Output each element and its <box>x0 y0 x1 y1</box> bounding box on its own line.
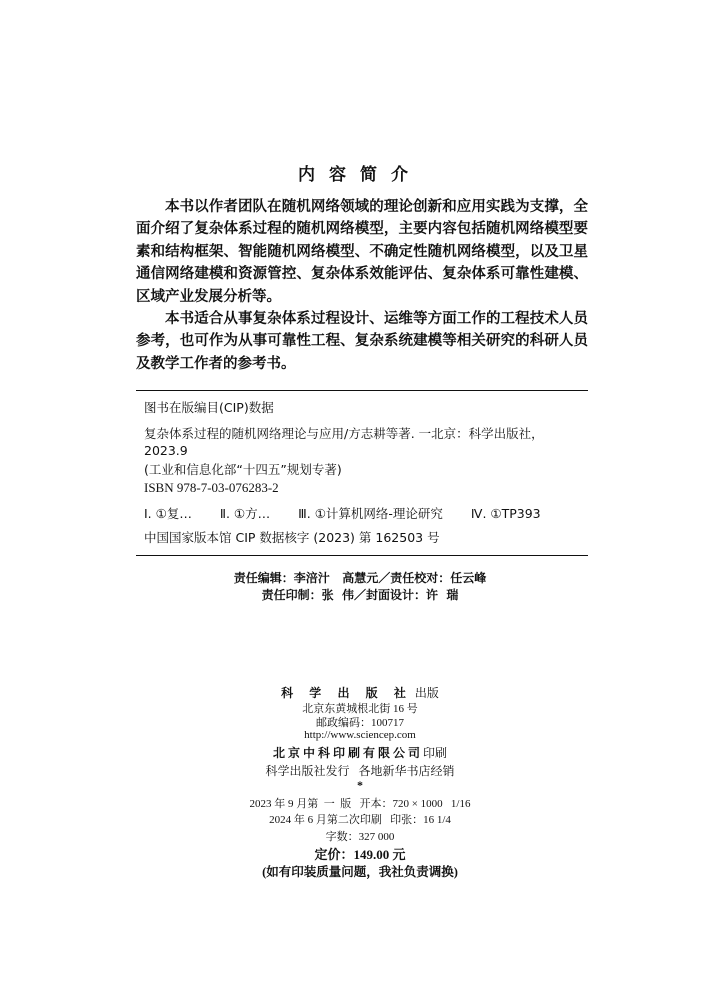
publisher-line <box>0 684 720 701</box>
publisher-address: 北京东黄城根北街 16 号 <box>302 703 418 715</box>
printer-line <box>0 744 720 761</box>
separator-star: * <box>357 778 363 792</box>
word-count: 字数：327 000 <box>325 831 395 843</box>
cip-isbn: ISBN 978-7-03-076283-2 <box>144 480 279 495</box>
cip-year-line: 2023.9 <box>144 443 188 458</box>
responsibility-line-2: 责任印制：张 伟／封面设计：许 瑞 <box>261 588 459 602</box>
edition-second-line: 2024 年 6 月第二次印刷 印张：16 1/4 <box>269 814 451 826</box>
printer-suffix: 印刷 <box>423 746 448 760</box>
cip-bottom-rule <box>136 555 588 556</box>
cip-class-item: Ⅰ. ①复… <box>144 506 192 521</box>
publisher-suffix: 出版 <box>411 686 439 700</box>
publisher-logotype: 科 学 出 版 社 <box>281 686 412 700</box>
summary-title: 内容简介 <box>298 165 422 185</box>
distribution-line: 科学出版社发行 各地新华书店经销 <box>265 764 455 778</box>
cip-class-item: Ⅱ. ①方… <box>219 506 271 521</box>
cip-class-item: Ⅳ. ①TP393 <box>470 506 541 521</box>
printer-logotype: 北京中科印刷有限公司 <box>272 746 423 760</box>
summary-paragraph: 本书以作者团队在随机网络领域的理论创新和应用实践为支撑，全面介绍了复杂体系过程的随机网络模型，主要内容包括随机网络模型要素和结构框架、智能随机网络模型、不确定性随机网络模型，以及卫星通信网络建模和资源管控、复杂体系效能评估、复杂体系可靠性建模、区域产业发展分析等。 <box>136 199 588 305</box>
summary-paragraph: 本书适合从事复杂体系过程设计、运维等方面工作的工程技术人员参考，也可作为从事可靠性工程、复杂系统建模等相关研究的科研人员及教学工作者的参考书。 <box>136 311 588 372</box>
cip-heading: 图书在版编目(CIP)数据 <box>144 400 274 415</box>
price: 定价：149.00 元 <box>314 847 406 862</box>
cip-classification <box>144 504 584 522</box>
cip-number: 中国国家版本馆 CIP 数据核字 (2023) 第 162503 号 <box>144 530 440 545</box>
cip-top-rule <box>136 390 588 391</box>
responsibility-line-1: 责任编辑：李涪汁 高慧元／责任校对：任云峰 <box>233 571 487 585</box>
publisher-website: http://www.sciencep.com <box>304 729 416 741</box>
edition-first-line: 2023 年 9 月第 一 版 开本：720 × 1000 1/16 <box>249 798 471 810</box>
cip-title-line: 复杂体系过程的随机网络理论与应用/方志耕等著. 一北京：科学出版社， <box>144 426 544 441</box>
publisher-postcode: 邮政编码：100717 <box>316 717 404 729</box>
summary-body <box>136 196 588 375</box>
cip-series-line: (工业和信息化部“十四五”规划专著) <box>144 462 342 477</box>
cip-class-item: Ⅲ. ①计算机网络-理论研究 <box>298 506 443 521</box>
quality-note: (如有印装质量问题，我社负责调换) <box>262 865 458 879</box>
